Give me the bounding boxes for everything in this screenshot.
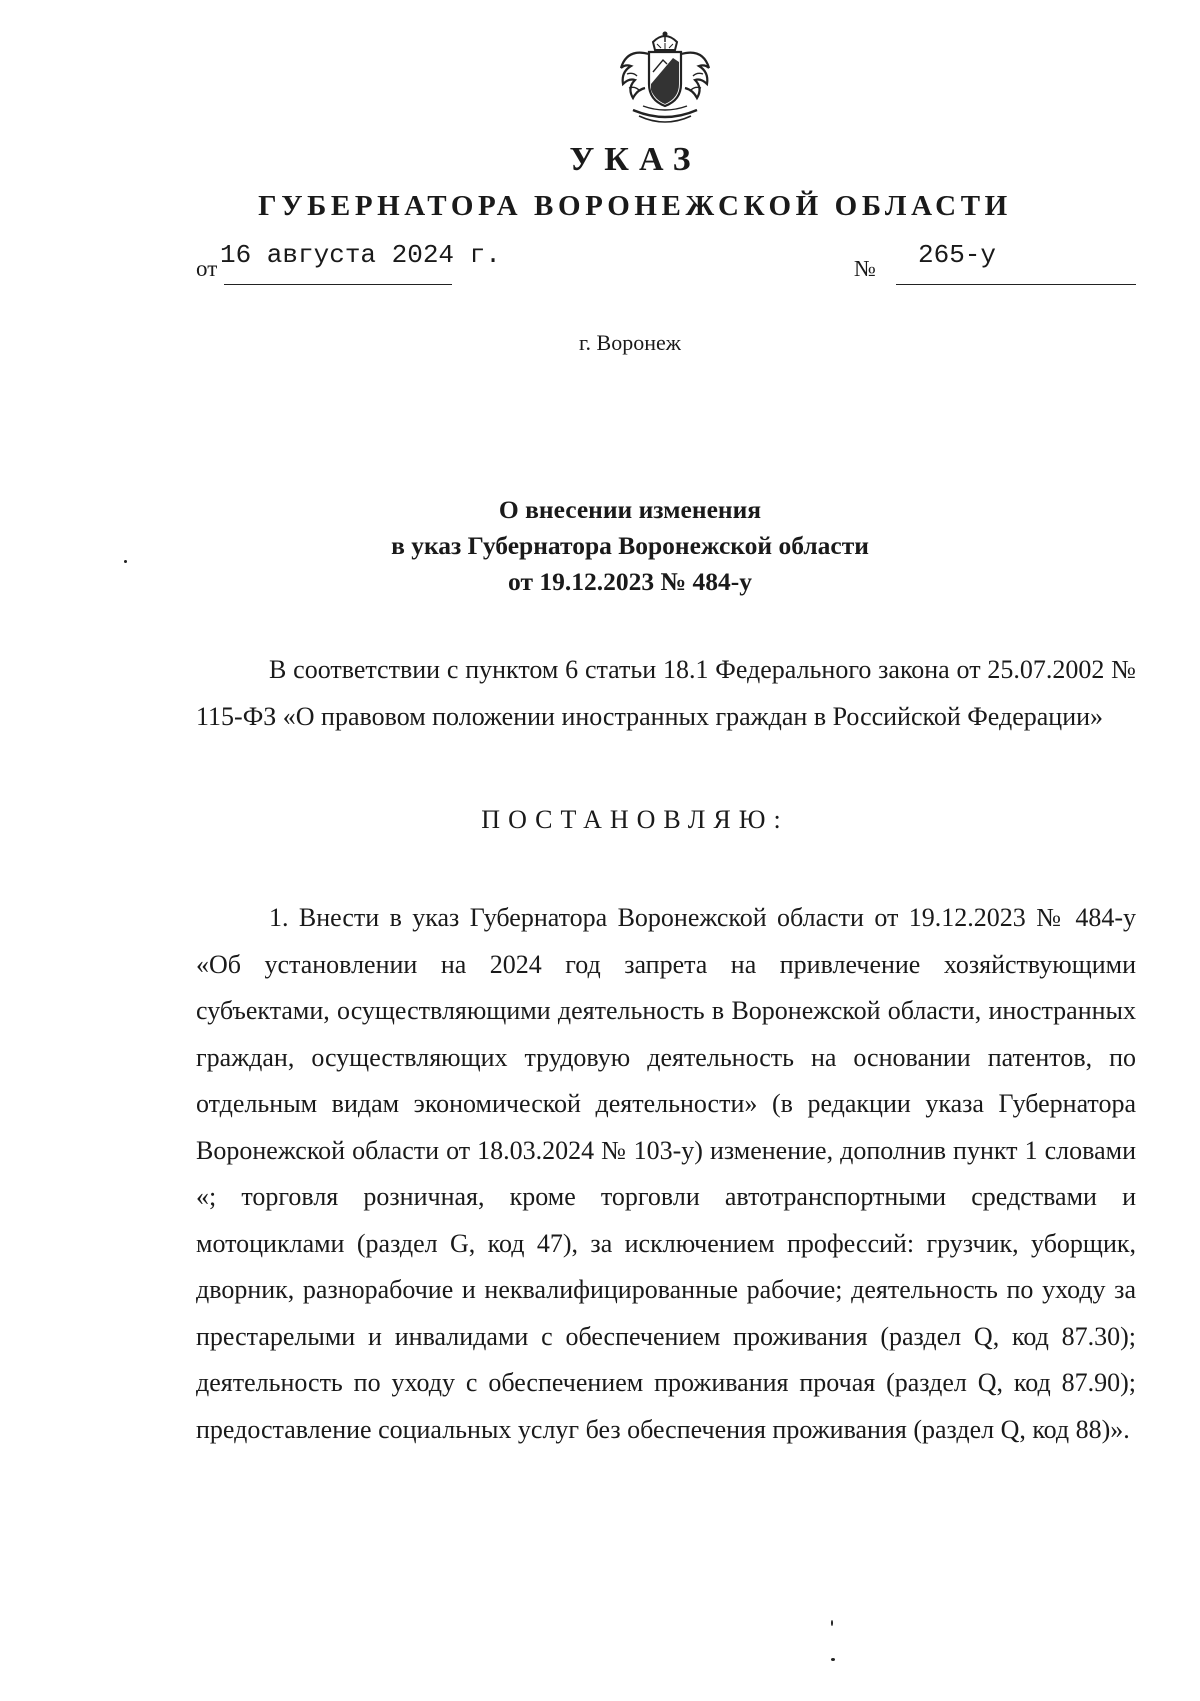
document-heading: [0, 492, 1200, 600]
date-number-row: [196, 240, 1136, 290]
heading-line-3: от 19.12.2023 № 484-у: [508, 567, 752, 596]
number-value: 265-у: [918, 240, 997, 270]
scan-speck: [124, 560, 127, 563]
item-1-paragraph: 1. Внести в указ Губернатора Воронежской области от 19.12.2023 № 484-у «Об установлении на 2024 год запрета на привлечение хозяйствующими субъектами, осуществляющими деятельность в Воронежской области, иностранных граждан, осуществляющих трудовую деятельность на основании патентов, по отдельным видам экономической деятельности» (в редакции указа Губернатора Воронежской области от 18.03.2024 № 103-у) изменение, дополнив пункт 1 словами «; торговля розничная, кроме торговли автотранспортными средствами и мотоциклами (раздел G, код 47), за исключением профессий: грузчик, уборщик, дворник, разнорабочие и неквалифицированные рабочие; деятельность по уходу за престарелыми и инвалидами с обеспечением проживания (раздел Q, код 87.30); деятельность по уходу с обеспечением проживания прочая (раздел Q, код 87.90); предоставление социальных услуг без обеспечения проживания (раздел Q, код 88)».: [196, 903, 1136, 1444]
issuer-title: ГУБЕРНАТОРА ВОРОНЕЖСКОЙ ОБЛАСТИ: [258, 190, 1012, 222]
scan-speck: [831, 1658, 835, 1661]
date-prefix: от: [196, 256, 218, 281]
city-name: г. Воронеж: [579, 330, 681, 355]
scan-speck: [831, 1620, 833, 1626]
date-underline: [224, 284, 452, 285]
decree-word: ПОСТАНОВЛЯЮ:: [481, 805, 789, 834]
number-underline: [896, 284, 1136, 285]
date-value: 16 августа 2024 г.: [220, 240, 501, 270]
heading-line-2: в указ Губернатора Воронежской области: [391, 531, 869, 560]
preamble-paragraph: В соответствии с пунктом 6 статьи 18.1 Федерального закона от 25.07.2002 № 115-ФЗ «О правовом положении иностранных граждан в Российской Федерации»: [196, 655, 1136, 731]
document-type-title: УКАЗ: [569, 141, 701, 178]
voronezh-coat-of-arms-icon: [613, 28, 717, 128]
number-prefix: №: [854, 256, 876, 281]
heading-line-1: О внесении изменения: [498, 495, 762, 524]
